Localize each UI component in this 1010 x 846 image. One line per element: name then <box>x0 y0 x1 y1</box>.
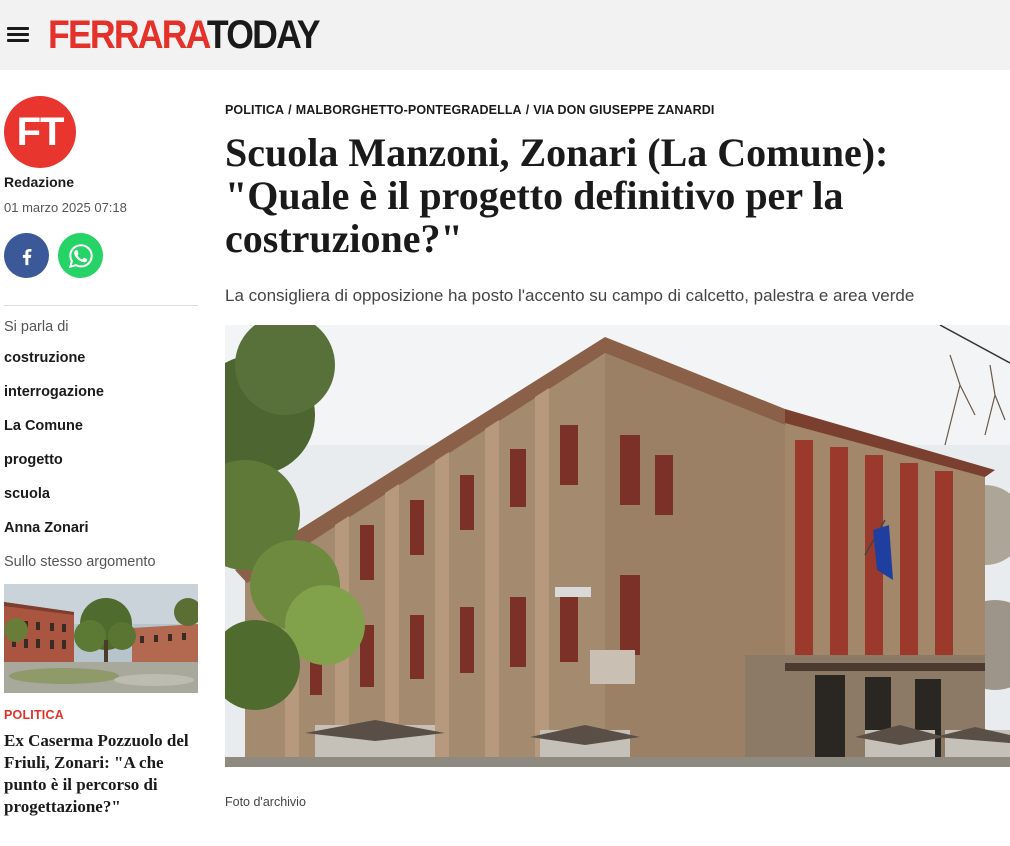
site-logo[interactable] <box>48 13 319 57</box>
publish-date: 01 marzo 2025 07:18 <box>4 200 127 215</box>
whatsapp-share-button[interactable] <box>58 233 103 278</box>
related-category[interactable]: POLITICA <box>4 708 64 722</box>
article-headline: Scuola Manzoni, Zonari (La Comune): "Quale è il progetto definitivo per la costruzione?" <box>225 130 889 261</box>
breadcrumb-category[interactable]: POLITICA <box>225 103 285 117</box>
site-header <box>0 0 1010 70</box>
breadcrumb-separator: / <box>525 103 530 117</box>
author-avatar[interactable]: FT <box>4 96 76 168</box>
share-buttons <box>4 233 198 278</box>
tag-link[interactable]: La Comune <box>4 418 83 434</box>
author-name[interactable]: Redazione <box>4 174 75 190</box>
article-main <box>225 100 1010 809</box>
sidebar-divider <box>4 305 198 306</box>
article-sidebar <box>4 96 198 818</box>
tag-link[interactable]: costruzione <box>4 350 86 366</box>
photo-caption: Foto d'archivio <box>225 795 306 809</box>
article-hero-image <box>225 325 1010 767</box>
article-subtitle: La consigliera di opposizione ha posto l'accento su campo di calcetto, palestra e area verde <box>225 286 915 305</box>
breadcrumb-area[interactable]: MALBORGHETTO-PONTEGRADELLA <box>295 103 522 117</box>
breadcrumb-separator: / <box>288 103 292 117</box>
tag-link[interactable]: progetto <box>4 452 63 468</box>
tag-link[interactable]: Anna Zonari <box>4 520 89 536</box>
related-article-title[interactable]: Ex Caserma Pozzuolo del Friuli, Zonari: "A che punto è il percorso di progettazione?" <box>4 731 189 816</box>
facebook-share-button[interactable] <box>4 233 49 278</box>
breadcrumb-street[interactable]: VIA DON GIUSEPPE ZANARDI <box>533 103 715 117</box>
tags-heading: Si parla di <box>4 319 69 335</box>
breadcrumb <box>225 100 1010 120</box>
tag-link[interactable]: scuola <box>4 486 50 502</box>
hamburger-menu-icon[interactable] <box>7 25 29 43</box>
tag-link[interactable]: interrogazione <box>4 384 104 400</box>
logo-part-today: TODAY <box>206 13 319 57</box>
related-heading: Sullo stesso argomento <box>4 554 156 570</box>
logo-part-ferrara: FERRARA <box>48 13 207 57</box>
related-article-thumbnail[interactable] <box>4 584 198 693</box>
facebook-icon <box>16 245 38 267</box>
whatsapp-icon <box>66 241 96 271</box>
tag-list <box>4 348 198 552</box>
